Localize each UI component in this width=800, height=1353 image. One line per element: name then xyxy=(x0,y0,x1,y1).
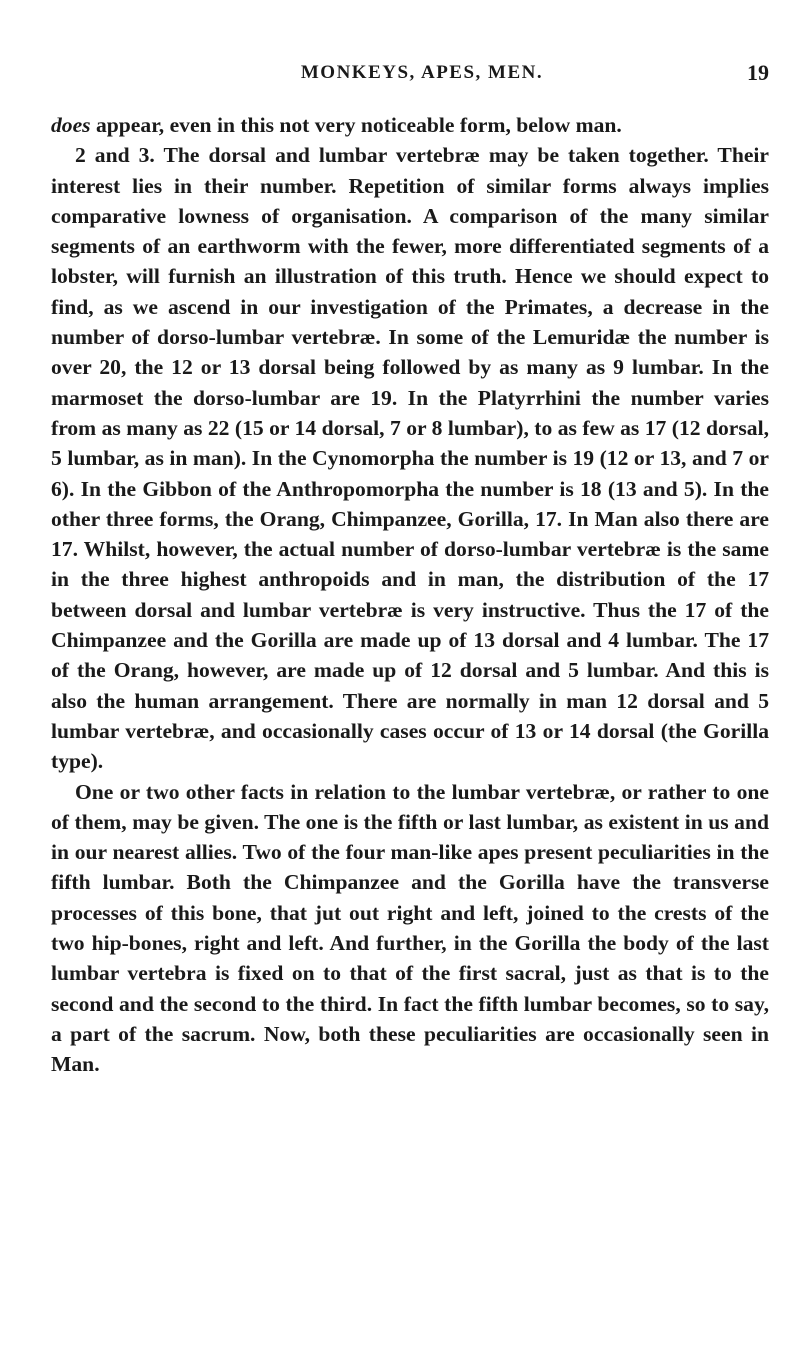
book-page xyxy=(51,62,769,1080)
paragraph-fifth-lumbar: One or two other facts in relation to the lumbar vertebræ, or rather to one of them, may be given. The one is the fifth or last lumbar, as existent in us and in our nearest allies. Two of the four man-like apes present peculiarities in the fifth lumbar. Both the Chimpanzee and the Gorilla have the transverse processes of this bone, that jut out right and left, joined to the crests of the two hip-bones, right and left. And further, in the Gorilla the body of the last lumbar vertebra is fixed on to that of the first sacral, just as that is to the second and the second to the third. In fact the fifth lumbar becomes, so to say, a part of the sacrum. Now, both these peculiarities are occasionally seen in Man. xyxy=(51,779,769,1077)
paragraph-text: appear, even in this not very noticeable form, below man. xyxy=(90,113,622,137)
running-title: MONKEYS, APES, MEN. xyxy=(300,62,544,83)
paragraph-vertebrae-number: 2 and 3. The dorsal and lumbar vertebræ may be taken together. Their interest lies in their number. Repetition of similar forms always implies comparative lowness of organisation. A comparison of the many similar segments of an earthworm with the fewer, more differentiated segments of a lobster, will furnish an illustration of this truth. Hence we should expect to find, as we ascend in our investigation of the Primates, a decrease in the number of dorso-lumbar vertebræ. In some of the Lemuridæ the number is over 20, the 12 or 13 dorsal being followed by as many as 9 lumbar. In the marmoset the dorso-lumbar are 19. In the Platyrrhini the number varies from as many as 22 (15 or 14 dorsal, 7 or 8 lumbar), to as few as 17 (12 dorsal, 5 lumbar, as in man). In the Cynomorpha the number is 19 (12 or 13, and 7 or 6). In the Gibbon of the Anthropomorpha the number is 18 (13 and 5). In the other three forms, the Orang, Chimpanzee, Gorilla, 17. In Man also there are 17. Whilst, however, the actual number of dorso-lumbar vertebræ is the same in the three highest anthropoids and in man, the distribution of the 17 between dorsal and lumbar vertebræ is very instructive. Thus the 17 of the Chimpanzee and the Gorilla are made up of 13 dorsal and 4 lumbar. The 17 of the Orang, however, are made up of 12 dorsal and 5 lumbar. And this is also the human arrangement. There are normally in man 12 dorsal and 5 lumbar vertebræ, and occasionally cases occur of 13 or 14 dorsal (the Gorilla type). xyxy=(51,143,769,774)
paragraph-continued xyxy=(51,110,769,140)
running-head xyxy=(51,62,769,88)
page-number: 19 xyxy=(747,60,769,85)
italic-lead-word: does xyxy=(51,113,91,137)
body-text xyxy=(51,110,769,1080)
